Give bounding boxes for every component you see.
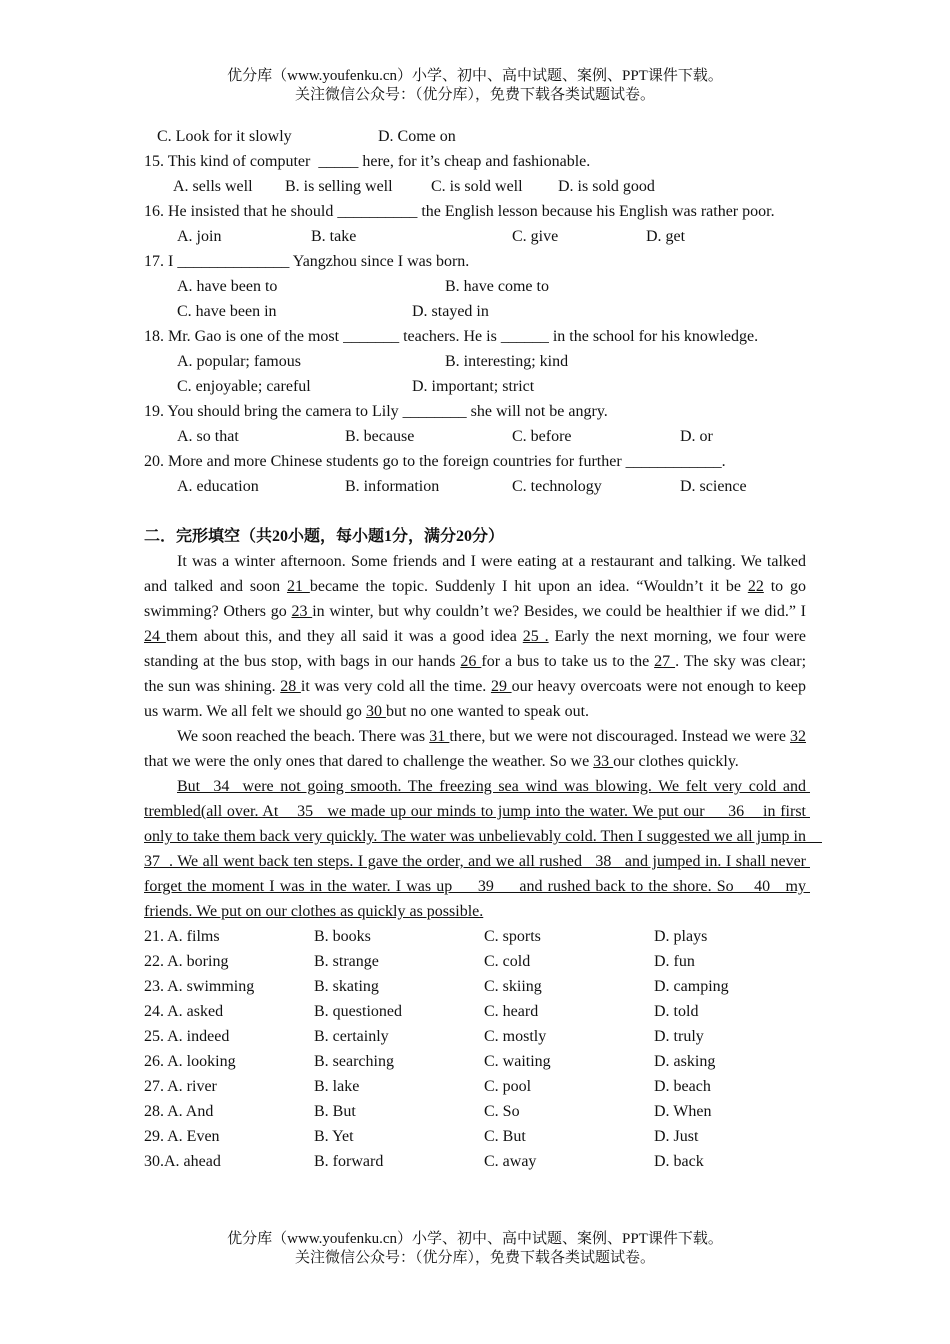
option-b: B. interesting; kind: [445, 353, 569, 370]
text-run: it was very cold all the time.: [300, 678, 491, 695]
question-17-options-row1: [144, 274, 806, 299]
option-b: B. is selling well: [285, 178, 393, 195]
question-15-stem: 15. This kind of computer _____ here, for it’s cheap and fashionable.: [144, 153, 591, 170]
choice-row-23: [144, 974, 806, 999]
q14-options-tail: [144, 124, 806, 149]
option-d: D. science: [680, 478, 747, 495]
option-c: C. is sold well: [431, 178, 523, 195]
option-c: C. sports: [484, 928, 541, 945]
option-d: D. asking: [654, 1053, 716, 1070]
option-a: 24. A. asked: [144, 1003, 224, 1020]
option-b: B. certainly: [314, 1028, 389, 1045]
option-b: B. questioned: [314, 1003, 402, 1020]
option-c: C. mostly: [484, 1028, 547, 1045]
text-run: our clothes quickly.: [613, 753, 739, 770]
option-d: D. beach: [654, 1078, 711, 1095]
option-c: C. waiting: [484, 1053, 551, 1070]
choice-row-28: [144, 1099, 806, 1124]
option-a: 26. A. looking: [144, 1053, 236, 1070]
option-b: B. searching: [314, 1053, 394, 1070]
option-b: B. lake: [314, 1078, 360, 1095]
question-19-options: [144, 424, 806, 449]
option-b: B. strange: [314, 953, 379, 970]
option-a: 23. A. swimming: [144, 978, 255, 995]
option-d: D. camping: [654, 978, 729, 995]
page-header: [0, 67, 950, 105]
choice-row-24: [144, 999, 806, 1024]
question-17-options-row2: [144, 299, 806, 324]
blank-27: 27: [654, 653, 676, 670]
text-run: It was a winter afternoon. Some friends and I were eating at a restaurant and talking. We talked and talked and soon: [144, 553, 806, 595]
option-c: C. Look for it slowly: [157, 128, 292, 145]
blank-25: 25 .: [522, 628, 549, 645]
question-20-stem: 20. More and more Chinese students go to the foreign countries for further ____________.: [144, 453, 726, 470]
choice-row-26: [144, 1049, 806, 1074]
option-a: 22. A. boring: [144, 953, 229, 970]
blank-28: 28: [280, 678, 301, 695]
text-run: there, but we were not discouraged. Instead we were: [449, 728, 791, 745]
blank-24: 24: [144, 628, 166, 645]
text-run: for a bus to take us to the: [481, 653, 655, 670]
blank-30: 30: [365, 703, 386, 720]
header-line-1: 优分库（www.youfenku.cn）小学、初中、高中试题、案例、PPT课件下载。: [227, 68, 723, 84]
option-d: D. Come on: [378, 128, 456, 145]
option-a: A. have been to: [177, 278, 278, 295]
option-d: D. truly: [654, 1028, 704, 1045]
text-run: but no one wanted to speak out.: [385, 703, 590, 720]
option-c: C. enjoyable; careful: [177, 378, 311, 395]
option-d: D. told: [654, 1003, 699, 1020]
option-c: C. heard: [484, 1003, 539, 1020]
option-b: B. information: [345, 478, 440, 495]
option-d: D. fun: [654, 953, 695, 970]
option-a: 27. A. river: [144, 1078, 217, 1095]
blank-21: 21: [286, 578, 310, 595]
option-d: D. plays: [654, 928, 708, 945]
text-run: Early the next morning, we four were standing at the bus stop, with bags in our hands: [144, 628, 806, 670]
section-2-title: 二．完形填空（共20小题，每小题1分，满分20分）: [144, 528, 505, 545]
choice-row-30: [144, 1149, 806, 1174]
cloze-paragraph-3: But 34 were not going smooth. The freezing sea wind was blowing. We felt very cold and trembled(all over. At 35 we made up our minds to jump into the water. We put our 36 in first only to take them back very quickly. The water was unbelievably cold. Then I suggested we all jump in 37 . We all went back ten steps. I gave the order, and we all rushed 38 and jumped in. I shall never forget the moment I was in the water. I was up 39 and rushed back to the shore. So 40 my friends. We put on our clothes as quickly as possible.: [144, 778, 822, 920]
option-b: B. But: [314, 1103, 356, 1120]
choice-row-27: [144, 1074, 806, 1099]
option-c: C. have been in: [177, 303, 277, 320]
text-run: . The sky was clear; the sun was shining.: [144, 653, 807, 695]
option-d: D. back: [654, 1153, 704, 1170]
option-c: C. technology: [512, 478, 602, 495]
option-d: D. is sold good: [558, 178, 655, 195]
blank-33: 33: [593, 753, 614, 770]
text-run: in winter, but why couldn’t we? Besides, we could be healthier if we did.” I: [312, 603, 806, 620]
text-run: them about this, and they all said it was a good idea: [165, 628, 523, 645]
text-run: to go swimming? Others go: [144, 578, 806, 620]
option-c: C. pool: [484, 1078, 532, 1095]
blank-26: 26: [460, 653, 482, 670]
option-d: D. stayed in: [412, 303, 489, 320]
option-a: 21. A. films: [144, 928, 220, 945]
option-b: B. have come to: [445, 278, 549, 295]
option-b: B. Yet: [314, 1128, 354, 1145]
text-run: that we were the only ones that dared to challenge the weather. So we: [144, 753, 594, 770]
text-run: became the topic. Suddenly I hit upon an idea. “Wouldn’t it be: [309, 578, 748, 595]
option-d: D. When: [654, 1103, 712, 1120]
text-run: our heavy overcoats were not enough to keep us warm. We all felt we should go: [144, 678, 807, 720]
question-18-options-row2: [144, 374, 806, 399]
text-run: We soon reached the beach. There was: [177, 728, 430, 745]
option-c: C. give: [512, 228, 559, 245]
choice-row-25: [144, 1024, 806, 1049]
question-18-options-row1: [144, 349, 806, 374]
option-a: A. so that: [177, 428, 239, 445]
option-a: A. education: [177, 478, 259, 495]
option-b: B. because: [345, 428, 415, 445]
question-20-options: [144, 474, 806, 499]
option-d: D. important; strict: [412, 378, 535, 395]
blank-31: 31: [429, 728, 450, 745]
option-a: A. popular; famous: [177, 353, 301, 370]
choice-row-29: [144, 1124, 806, 1149]
question-18-stem: 18. Mr. Gao is one of the most _______ teachers. He is ______ in the school for his knowledge.: [144, 328, 759, 345]
blank-29: 29: [490, 678, 512, 695]
page-footer: [0, 1230, 950, 1268]
footer-line-1: 优分库（www.youfenku.cn）小学、初中、高中试题、案例、PPT课件下载。: [227, 1231, 723, 1247]
cloze-choices: [144, 924, 806, 1174]
option-c: C. But: [484, 1128, 526, 1145]
exam-content: [144, 124, 822, 1174]
header-line-2: 关注微信公众号：（优分库），免费下载各类试题试卷。: [294, 87, 655, 103]
question-16-stem: 16. He insisted that he should __________ the English lesson because his English was rather poor.: [144, 203, 775, 220]
question-16-options: [144, 224, 806, 249]
option-a: 30.A. ahead: [144, 1153, 221, 1170]
option-b: B. books: [314, 928, 371, 945]
option-c: C. cold: [484, 953, 531, 970]
option-d: D. Just: [654, 1128, 699, 1145]
option-a: A. sells well: [173, 178, 253, 195]
option-a: 29. A. Even: [144, 1128, 220, 1145]
question-17-stem: 17. I ______________ Yangzhou since I was born.: [144, 253, 470, 270]
option-a: 25. A. indeed: [144, 1028, 230, 1045]
choice-row-22: [144, 949, 806, 974]
option-b: B. forward: [314, 1153, 384, 1170]
option-b: B. skating: [314, 978, 379, 995]
option-c: C. skiing: [484, 978, 542, 995]
cloze-paragraph-1: [144, 549, 806, 724]
blank-32: 32: [790, 728, 807, 745]
choice-row-21: [144, 924, 806, 949]
option-c: C. So: [484, 1103, 520, 1120]
option-d: D. or: [680, 428, 713, 445]
option-c: C. away: [484, 1153, 537, 1170]
footer-line-2: 关注微信公众号：（优分库），免费下载各类试题试卷。: [294, 1250, 655, 1266]
option-c: C. before: [512, 428, 572, 445]
question-19-stem: 19. You should bring the camera to Lily ________ she will not be angry.: [144, 403, 608, 420]
question-15-options: [144, 174, 806, 199]
blank-22: 22: [747, 578, 764, 595]
option-a: 28. A. And: [144, 1103, 214, 1120]
option-b: B. take: [311, 228, 357, 245]
option-a: A. join: [177, 228, 222, 245]
cloze-paragraph-2: [144, 724, 806, 774]
blank-23: 23: [291, 603, 313, 620]
option-d: D. get: [646, 228, 686, 245]
